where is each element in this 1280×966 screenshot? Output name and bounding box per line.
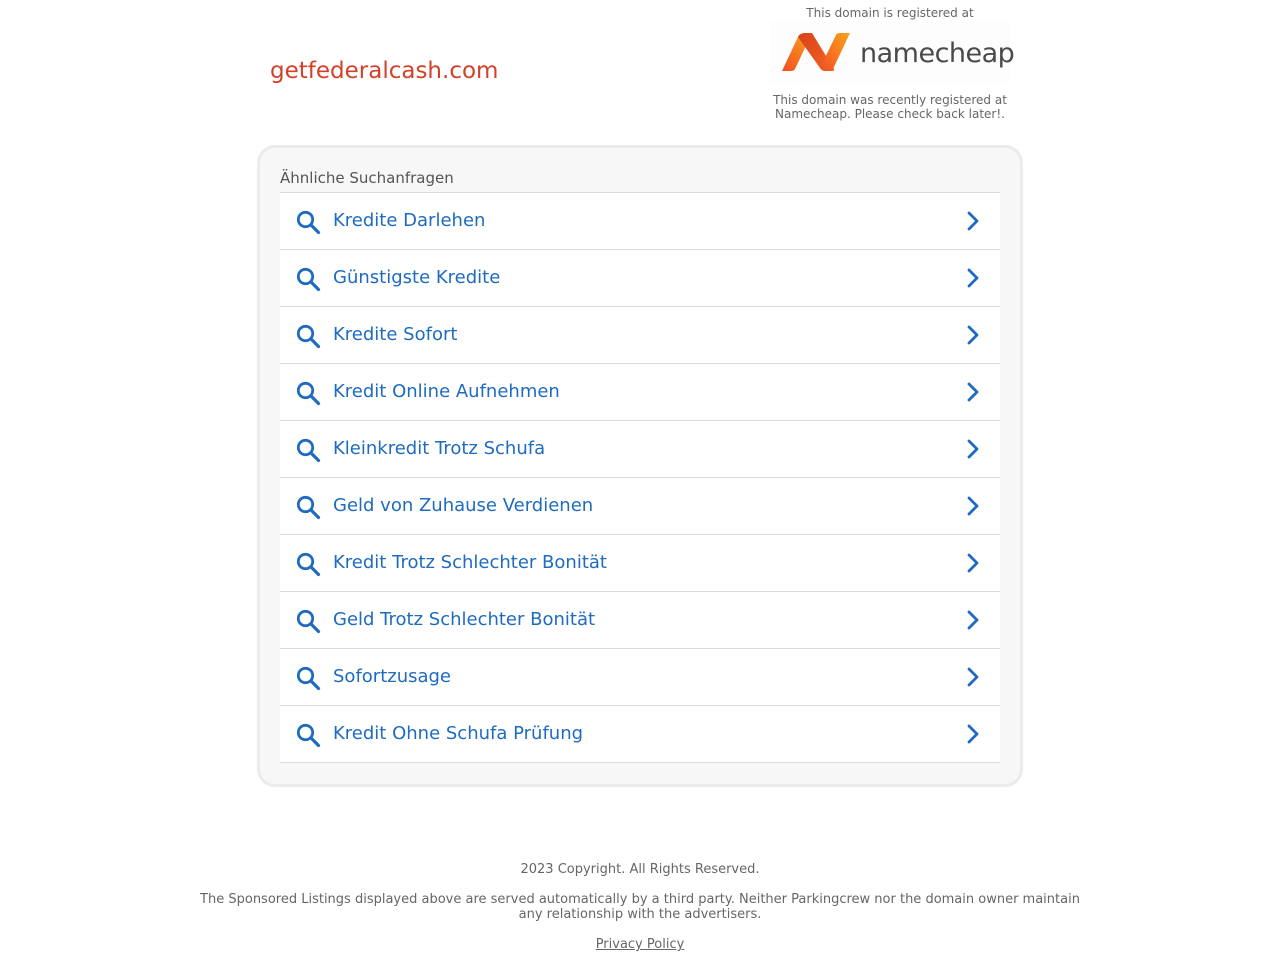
chevron-right-icon [965, 552, 981, 574]
related-search-item[interactable] [280, 649, 1000, 706]
related-search-label: Geld von Zuhause Verdienen [333, 495, 594, 516]
related-search-item[interactable] [280, 364, 1000, 421]
disclaimer-text: The Sponsored Listings displayed above are served automatically by a third party. Neither Parkingcrew nor the domain owner maintain any relationship with the advertisers. [200, 892, 1080, 922]
related-searches-list [280, 192, 1000, 763]
search-icon [295, 437, 321, 463]
related-search-item[interactable] [280, 592, 1000, 649]
chevron-right-icon [965, 666, 981, 688]
registered-at-text: This domain is registered at [806, 6, 974, 20]
disclaimer [0, 892, 1280, 922]
related-search-item[interactable] [280, 478, 1000, 535]
related-search-label: Kredit Online Aufnehmen [333, 381, 560, 402]
related-searches-card [257, 145, 1023, 787]
related-search-item[interactable] [280, 193, 1000, 250]
namecheap-mark-icon [780, 33, 852, 73]
related-search-label: Geld Trotz Schlechter Bonität [333, 609, 596, 630]
related-search-item[interactable] [280, 535, 1000, 592]
related-search-item[interactable] [280, 706, 1000, 763]
namecheap-logo[interactable] [770, 22, 1015, 84]
search-icon [295, 551, 321, 577]
search-icon [295, 380, 321, 406]
privacy-footer [0, 937, 1280, 952]
related-searches-title: Ähnliche Suchanfragen [280, 169, 454, 187]
related-search-label: Kredite Sofort [333, 324, 458, 345]
search-icon [295, 494, 321, 520]
chevron-right-icon [965, 267, 981, 289]
privacy-policy-link[interactable]: Privacy Policy [595, 937, 685, 952]
related-search-item[interactable] [280, 250, 1000, 307]
search-icon [295, 266, 321, 292]
chevron-right-icon [965, 324, 981, 346]
domain-name: getfederalcash.com [270, 58, 499, 84]
related-search-item[interactable] [280, 307, 1000, 364]
search-icon [295, 323, 321, 349]
related-search-label: Günstigste Kredite [333, 267, 501, 288]
chevron-right-icon [965, 495, 981, 517]
related-search-item[interactable] [280, 421, 1000, 478]
chevron-right-icon [965, 609, 981, 631]
chevron-right-icon [965, 381, 981, 403]
search-icon [295, 722, 321, 748]
related-search-label: Kredit Ohne Schufa Prüfung [333, 723, 584, 744]
chevron-right-icon [965, 438, 981, 460]
search-icon [295, 608, 321, 634]
related-search-label: Kleinkredit Trotz Schufa [333, 438, 546, 459]
registrar-note: This domain was recently registered at Namecheap. Please check back later!. [773, 93, 1007, 121]
related-search-label: Kredite Darlehen [333, 210, 486, 231]
chevron-right-icon [965, 723, 981, 745]
search-icon [295, 665, 321, 691]
namecheap-logo-text: namecheap [860, 38, 1015, 69]
related-search-label: Sofortzusage [333, 666, 452, 687]
search-icon [295, 209, 321, 235]
copyright-text: 2023 Copyright. All Rights Reserved. [520, 862, 760, 877]
chevron-right-icon [965, 210, 981, 232]
related-search-label: Kredit Trotz Schlechter Bonität [333, 552, 607, 573]
